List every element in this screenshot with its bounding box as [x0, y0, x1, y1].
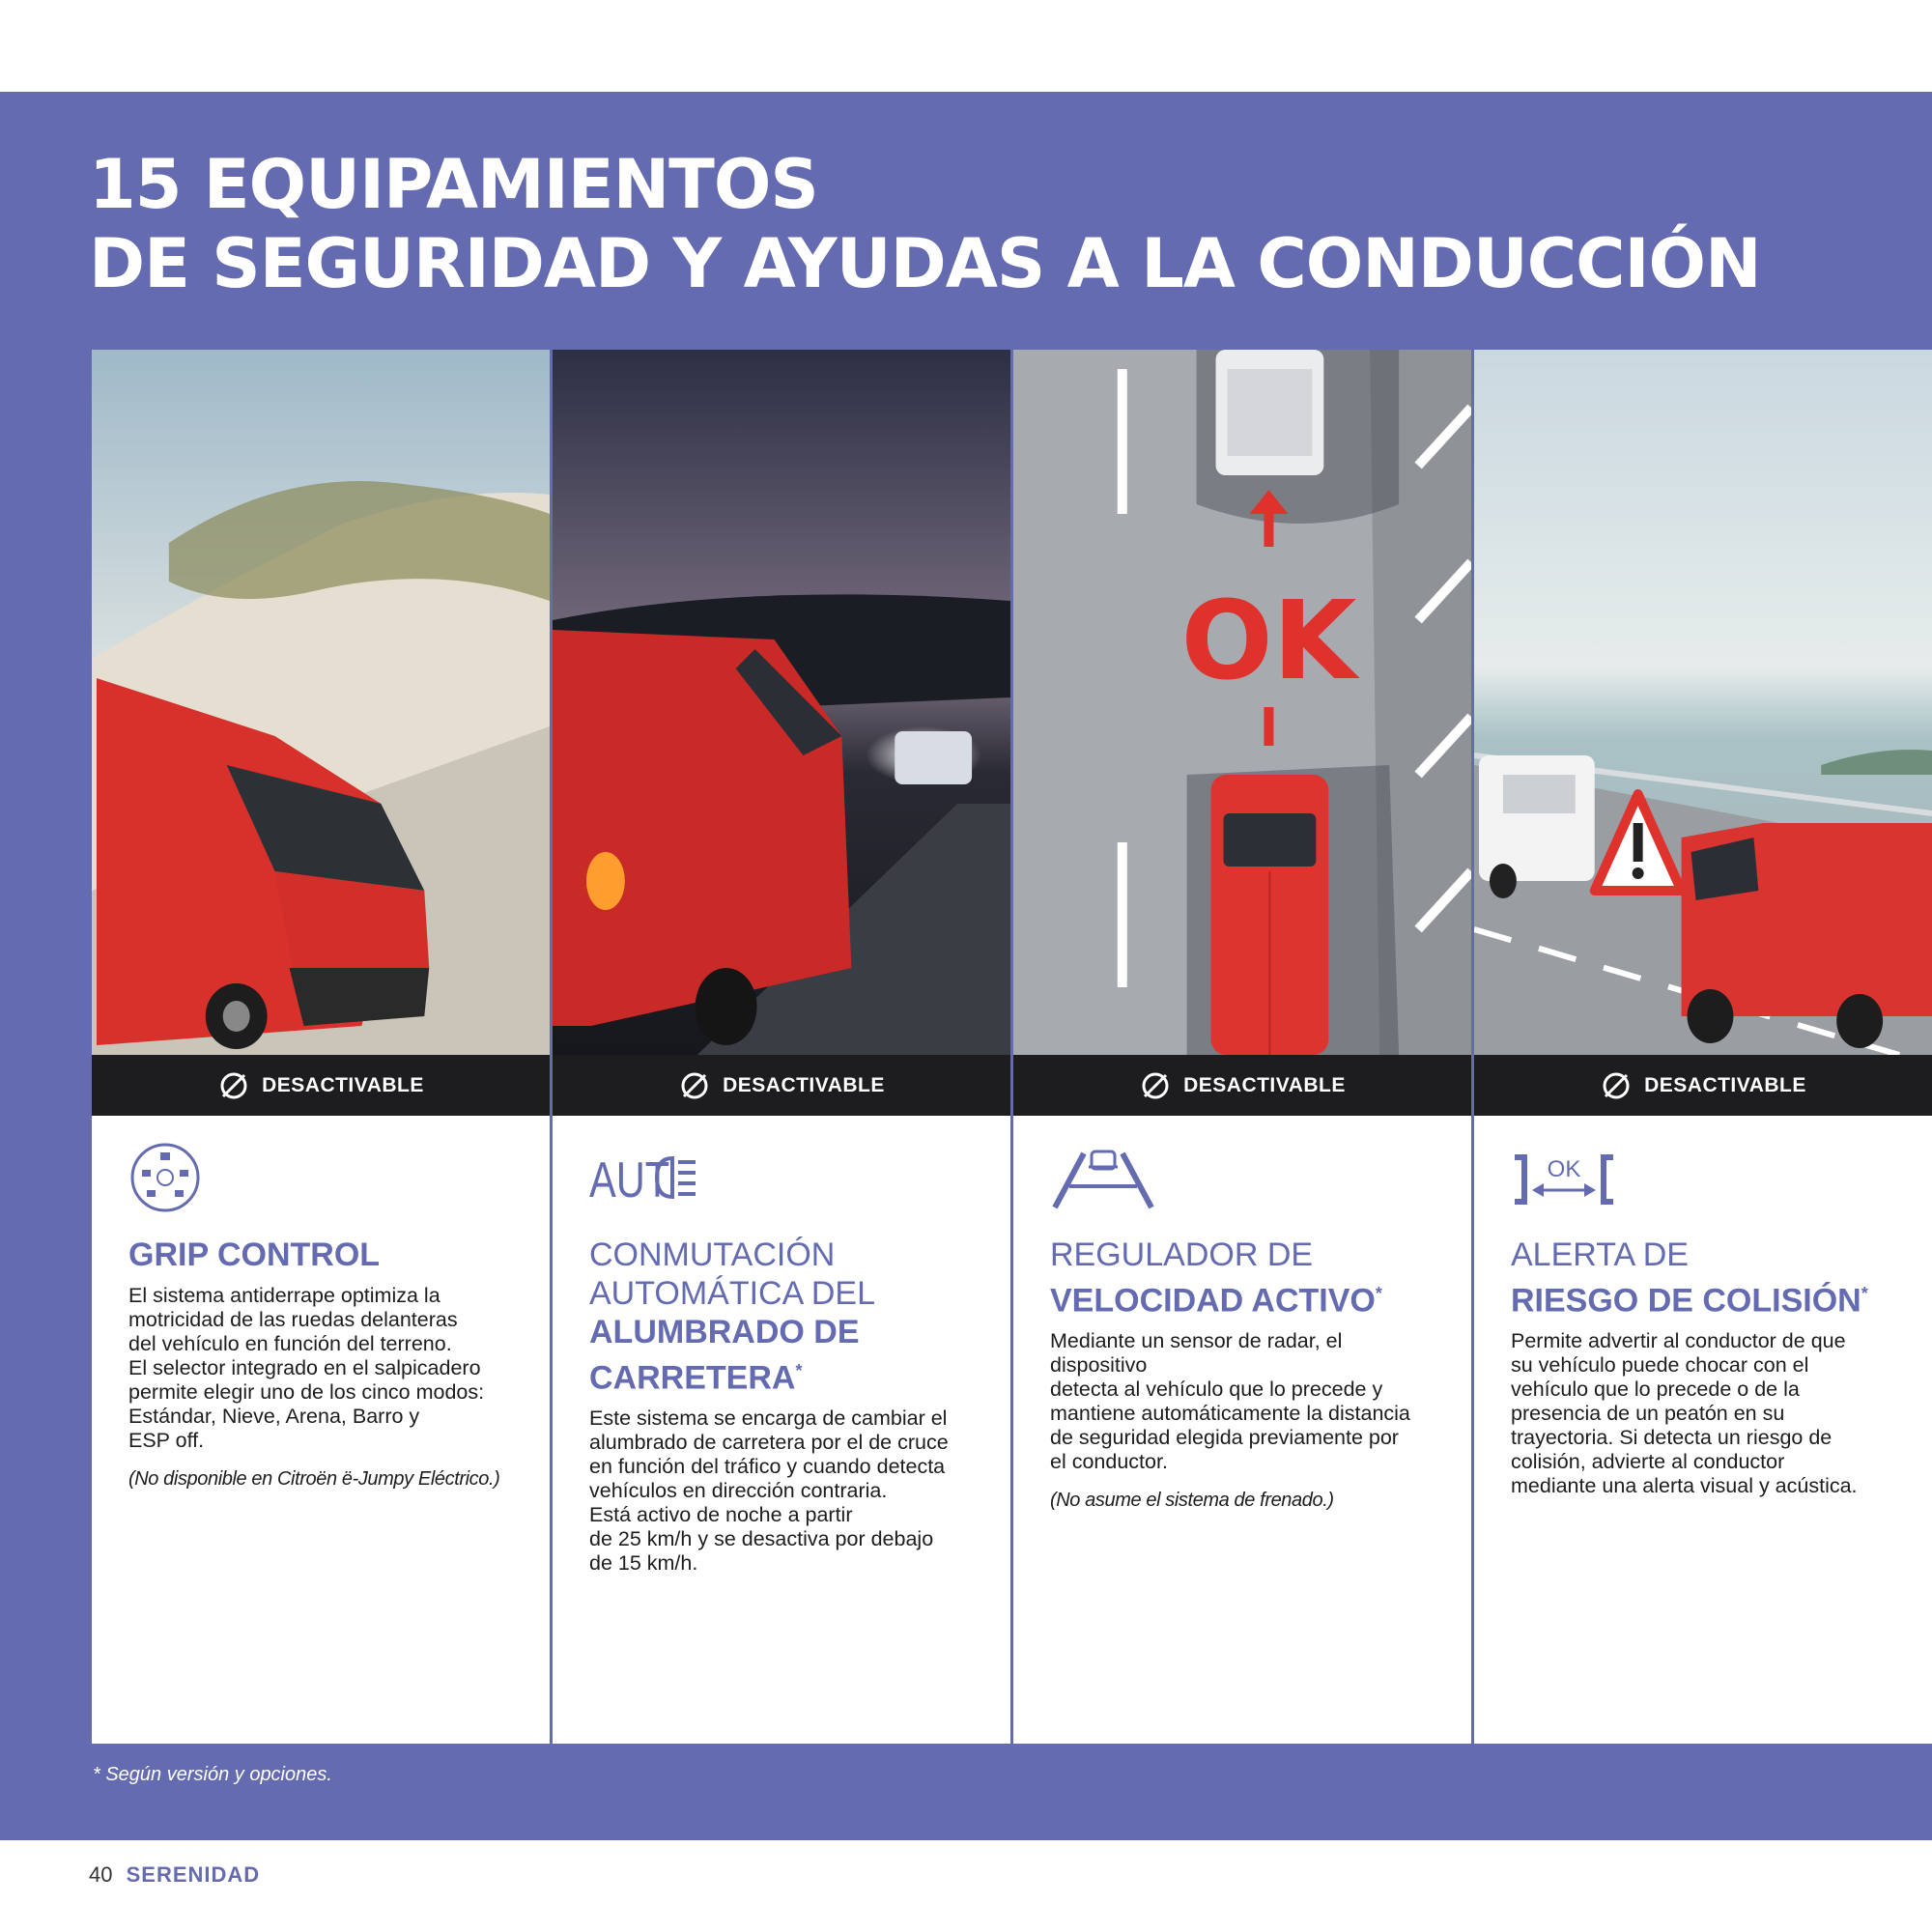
page-number: 40	[89, 1862, 113, 1887]
feature-title-light: CONMUTACIÓN AUTOMÁTICA DEL	[589, 1236, 875, 1312]
feature-title	[589, 1236, 978, 1397]
feature-title-light: REGULADOR DE	[1050, 1236, 1314, 1273]
asterisk: *	[795, 1361, 803, 1380]
ok-photo-text: OK	[1180, 578, 1357, 705]
grip-control-dial-icon	[128, 1137, 517, 1218]
asterisk: *	[1375, 1284, 1382, 1303]
badge-label: DESACTIVABLE	[262, 1073, 424, 1096]
auto-high-beam-icon	[589, 1137, 978, 1218]
feature-description: Permite advertir al conductor de que su vehículo puede chocar con el vehículo que lo precede o de la presencia de un peatón en su trayectoria. Si detecta un riesgo de colisión, advierte al conductor mediante una alerta visual y acústica.	[1511, 1329, 1858, 1498]
asterisk: *	[1861, 1284, 1868, 1303]
deactivatable-icon	[1600, 1069, 1633, 1102]
feature-title-bold: RIESGO DE COLISIÓN	[1511, 1282, 1861, 1320]
badge-label: DESACTIVABLE	[723, 1073, 885, 1096]
title-line-1: 15 EQUIPAMIENTOS	[89, 145, 818, 224]
feature-card-collision-alert	[1474, 350, 1932, 1744]
badge-label: DESACTIVABLE	[1644, 1073, 1806, 1096]
feature-title	[128, 1236, 517, 1274]
deactivatable-badge	[92, 1055, 550, 1116]
photo-vans-coastal-road	[1474, 350, 1932, 1055]
feature-note: (No disponible en Citroën ë-Jumpy Eléctrico.)	[128, 1468, 500, 1490]
deactivatable-icon	[217, 1069, 250, 1102]
photo-road-top-view	[1013, 350, 1471, 1055]
deactivatable-badge	[553, 1055, 1010, 1116]
deactivatable-icon	[678, 1069, 711, 1102]
feature-description: Este sistema se encarga de cambiar el alumbrado de carretera por el de cruce en función del tráfico y cuando detecta vehículos en dirección contraria. Está activo de noche a partir de 25 km/h y se desactiva por debajo de 15 km/h.	[589, 1406, 949, 1576]
badge-label: DESACTIVABLE	[1183, 1073, 1346, 1096]
active-cruise-control-icon	[1050, 1137, 1438, 1218]
feature-title	[1511, 1236, 1899, 1320]
feature-title-bold: VELOCIDAD ACTIVO	[1050, 1282, 1376, 1320]
feature-title-bold: ALUMBRADO DE CARRETERA	[589, 1314, 860, 1397]
feature-description: Mediante un sensor de radar, el dispositivo detecta al vehículo que lo precede y mantiene automáticamente la distancia de seguridad elegida previamente por el conductor.	[1050, 1329, 1410, 1474]
footnote: * Según versión y opciones.	[93, 1764, 332, 1785]
feature-cards	[92, 350, 1932, 1744]
section-name: SERENIDAD	[126, 1862, 261, 1887]
deactivatable-icon	[1139, 1069, 1172, 1102]
auto-icon-text: AUT	[589, 1151, 670, 1208]
collision-alert-icon	[1511, 1137, 1899, 1218]
ok-icon-text: OK	[1547, 1156, 1581, 1182]
feature-card-auto-high-beam	[553, 350, 1010, 1744]
feature-title	[1050, 1236, 1438, 1320]
title-line-2: DE SEGURIDAD Y AYUDAS A LA CONDUCCIÓN	[89, 224, 1761, 303]
feature-title-light: ALERTA DE	[1511, 1236, 1689, 1273]
photo-red-van-night	[553, 350, 1010, 1055]
deactivatable-badge	[1013, 1055, 1471, 1116]
feature-note: (No asume el sistema de frenado.)	[1050, 1490, 1334, 1512]
feature-card-active-cruise	[1013, 350, 1471, 1744]
feature-description: El sistema antiderrape optimiza la motricidad de las ruedas delanteras del vehículo en función del terreno. El selector integrado en el salpicadero permite elegir uno de los cinco modos: Estándar, Nieve, Arena, Barro y ESP off.	[128, 1284, 485, 1452]
page-footer	[89, 1862, 260, 1888]
feature-title-bold: GRIP CONTROL	[128, 1236, 381, 1273]
deactivatable-badge	[1474, 1055, 1932, 1116]
feature-card-grip-control	[92, 350, 550, 1744]
page-title	[89, 145, 1761, 303]
photo-red-van-dunes	[92, 350, 550, 1055]
